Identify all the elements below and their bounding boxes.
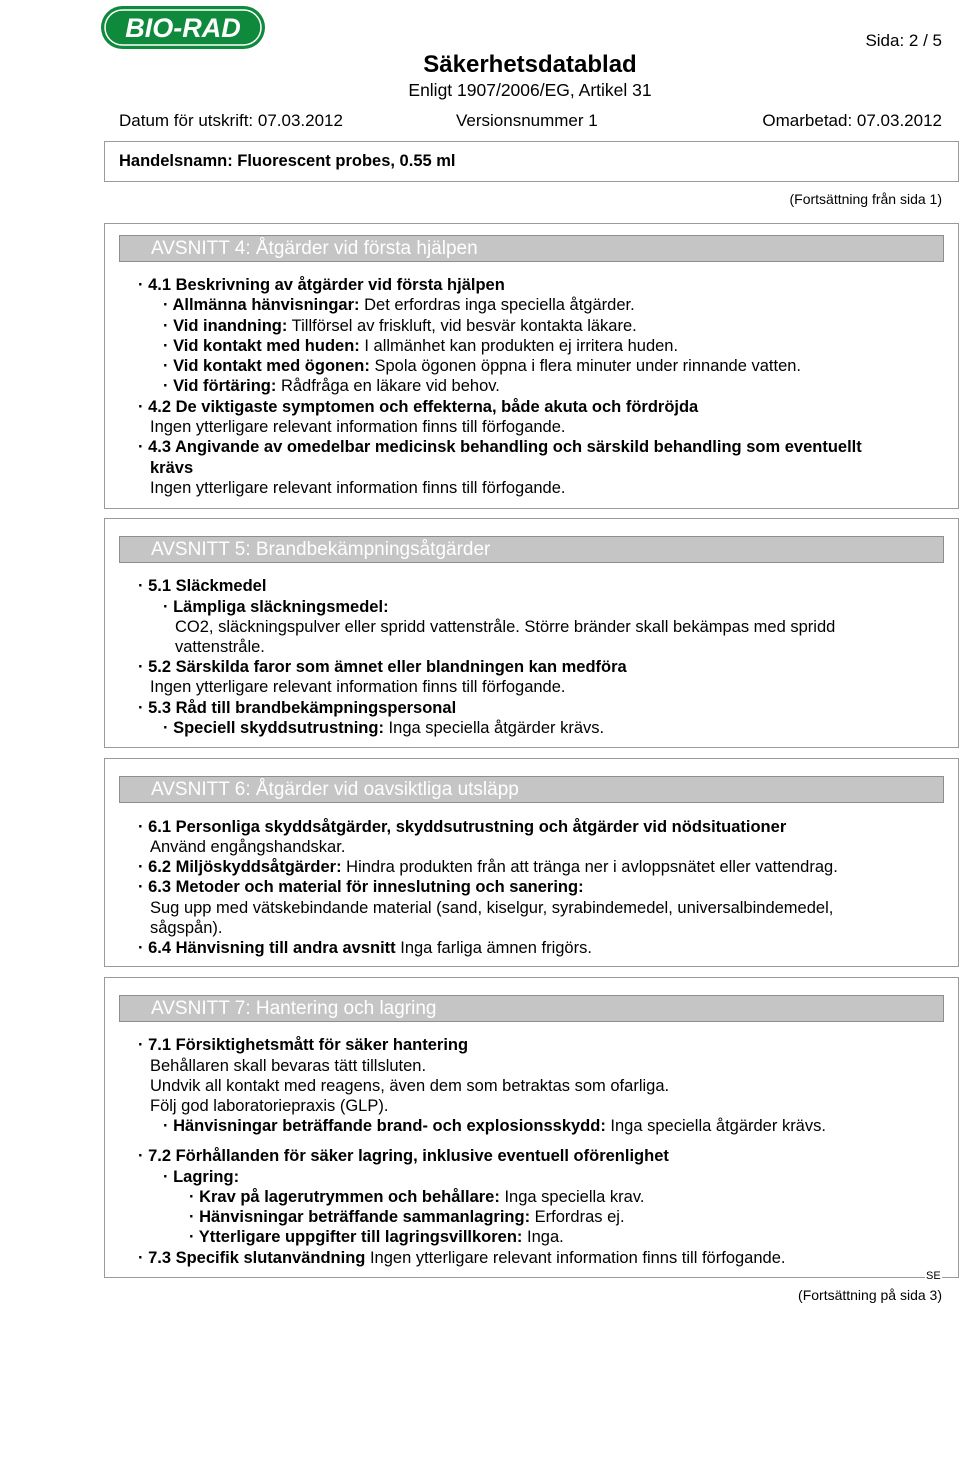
s5-media-text: CO2, släckningspulver eller spridd vattenstråle. Större bränder skall bekämpas med spridd bbox=[175, 618, 836, 636]
s5-5-2-text: Ingen ytterligare relevant information finns till förfogande. bbox=[150, 678, 566, 696]
s6-6-1-text: Använd engångshandskar. bbox=[150, 838, 346, 856]
s5-5-1-heading: · 5.1 Släckmedel bbox=[138, 577, 267, 595]
s5-5-2-heading: · 5.2 Särskilda faror som ämnet eller blandningen kan medföra bbox=[138, 658, 627, 676]
section-6-title: AVSNITT 6: Åtgärder vid oavsiktliga utsläpp bbox=[119, 776, 944, 803]
print-date: Datum för utskrift: 07.03.2012 bbox=[119, 111, 343, 130]
s4-4-3-text: Ingen ytterligare relevant information finns till förfogande. bbox=[150, 479, 566, 497]
s7-7-1-text-1: Behållaren skall bevaras tätt tillsluten. bbox=[150, 1057, 427, 1075]
s5-protective-equipment: · Speciell skyddsutrustning: Inga speciella åtgärder krävs. bbox=[163, 719, 605, 737]
s7-storage: · Lagring: bbox=[163, 1168, 240, 1186]
trade-name: Handelsnamn: Fluorescent probes, 0.55 ml bbox=[119, 152, 456, 170]
version-number: Versionsnummer 1 bbox=[456, 111, 598, 130]
s4-general: · Allmänna hänvisningar: Det erfordras inga speciella åtgärder. bbox=[163, 296, 635, 314]
s7-storage-conditions: · Ytterligare uppgifter till lagringsvillkoren: Inga. bbox=[189, 1228, 564, 1246]
logo-text: BIO-RAD bbox=[125, 13, 241, 43]
s4-4-2-text: Ingen ytterligare relevant information finns till förfogande. bbox=[150, 418, 566, 436]
s6-6-2: · 6.2 Miljöskyddsåtgärder: Hindra produkten från att tränga ner i avloppsnätet eller vattendrag. bbox=[138, 858, 838, 876]
document-subtitle: Enligt 1907/2006/EG, Artikel 31 bbox=[408, 80, 652, 100]
bio-rad-logo bbox=[100, 5, 266, 50]
s6-6-3-text-cont: sågspån). bbox=[150, 919, 223, 937]
s6-6-4: · 6.4 Hänvisning till andra avsnitt Inga farliga ämnen frigörs. bbox=[138, 939, 592, 957]
s6-6-1-heading: · 6.1 Personliga skyddsåtgärder, skyddsutrustning och åtgärder vid nödsituationer bbox=[138, 818, 787, 836]
section-4-title: AVSNITT 4: Åtgärder vid första hjälpen bbox=[119, 235, 944, 262]
language-code: SE bbox=[926, 1270, 941, 1282]
section-7-title: AVSNITT 7: Hantering och lagring bbox=[119, 995, 944, 1022]
s7-7-1-text-3: Följ god laboratoriepraxis (GLP). bbox=[150, 1097, 389, 1115]
s4-eyes: · Vid kontakt med ögonen: Spola ögonen öppna i flera minuter under rinnande vatten. bbox=[163, 357, 802, 375]
s6-6-3-text: Sug upp med vätskebindande material (sand, kiselgur, syrabindemedel, universalbindemedel, bbox=[150, 899, 834, 917]
s7-storage-requirements: · Krav på lagerutrymmen och behållare: Inga speciella krav. bbox=[189, 1188, 645, 1206]
s4-4-2-heading: · 4.2 De viktigaste symptomen och effekterna, både akuta och fördröjda bbox=[138, 398, 699, 416]
s4-inhalation: · Vid inandning: Tillförsel av friskluft, vid besvär kontakta läkare. bbox=[163, 317, 637, 335]
s5-media-text-cont: vattenstråle. bbox=[175, 638, 265, 656]
section-6 bbox=[104, 758, 959, 967]
section-7 bbox=[104, 977, 959, 1278]
revised-date: Omarbetad: 07.03.2012 bbox=[762, 111, 942, 130]
s7-7-3: · 7.3 Specifik slutanvändning Ingen ytterligare relevant information finns till förfogande. bbox=[138, 1249, 786, 1267]
s7-7-2-heading: · 7.2 Förhållanden för säker lagring, inklusive eventuell oförenlighet bbox=[138, 1147, 669, 1165]
s4-4-3-heading-cont: krävs bbox=[150, 459, 194, 477]
s4-ingestion: · Vid förtäring: Rådfråga en läkare vid behov. bbox=[163, 377, 500, 395]
s7-fire-protection: · Hänvisningar beträffande brand- och explosionsskydd: Inga speciella åtgärder krävs. bbox=[163, 1117, 826, 1135]
s7-7-1-heading: · 7.1 Försiktighetsmått för säker hantering bbox=[138, 1036, 469, 1054]
continued-to: (Fortsättning på sida 3) bbox=[798, 1287, 942, 1303]
section-5-title: AVSNITT 5: Brandbekämpningsåtgärder bbox=[119, 536, 944, 563]
s4-skin: · Vid kontakt med huden: I allmänhet kan produkten ej irritera huden. bbox=[163, 337, 679, 355]
s5-5-3-heading: · 5.3 Råd till brandbekämpningspersonal bbox=[138, 699, 457, 717]
document-title: Säkerhetsdatablad bbox=[423, 51, 637, 78]
section-4 bbox=[104, 223, 959, 509]
s4-4-1-heading: · 4.1 Beskrivning av åtgärder vid första hjälpen bbox=[138, 276, 505, 294]
s7-joint-storage: · Hänvisningar beträffande sammanlagring: Erfordras ej. bbox=[189, 1208, 625, 1226]
s5-suitable-media: · Lämpliga släckningsmedel: bbox=[163, 598, 389, 616]
page-number: Sida: 2 / 5 bbox=[865, 31, 942, 50]
continued-from: (Fortsättning från sida 1) bbox=[789, 191, 942, 207]
s4-4-3-heading: · 4.3 Angivande av omedelbar medicinsk behandling och särskild behandling som eventuellt bbox=[138, 438, 862, 456]
s6-6-3-heading: · 6.3 Metoder och material för inneslutning och sanering: bbox=[138, 878, 584, 896]
s7-7-1-text-2: Undvik all kontakt med reagens, även dem som betraktas som ofarliga. bbox=[150, 1077, 670, 1095]
section-5 bbox=[104, 518, 959, 748]
trade-name-box bbox=[104, 141, 959, 182]
